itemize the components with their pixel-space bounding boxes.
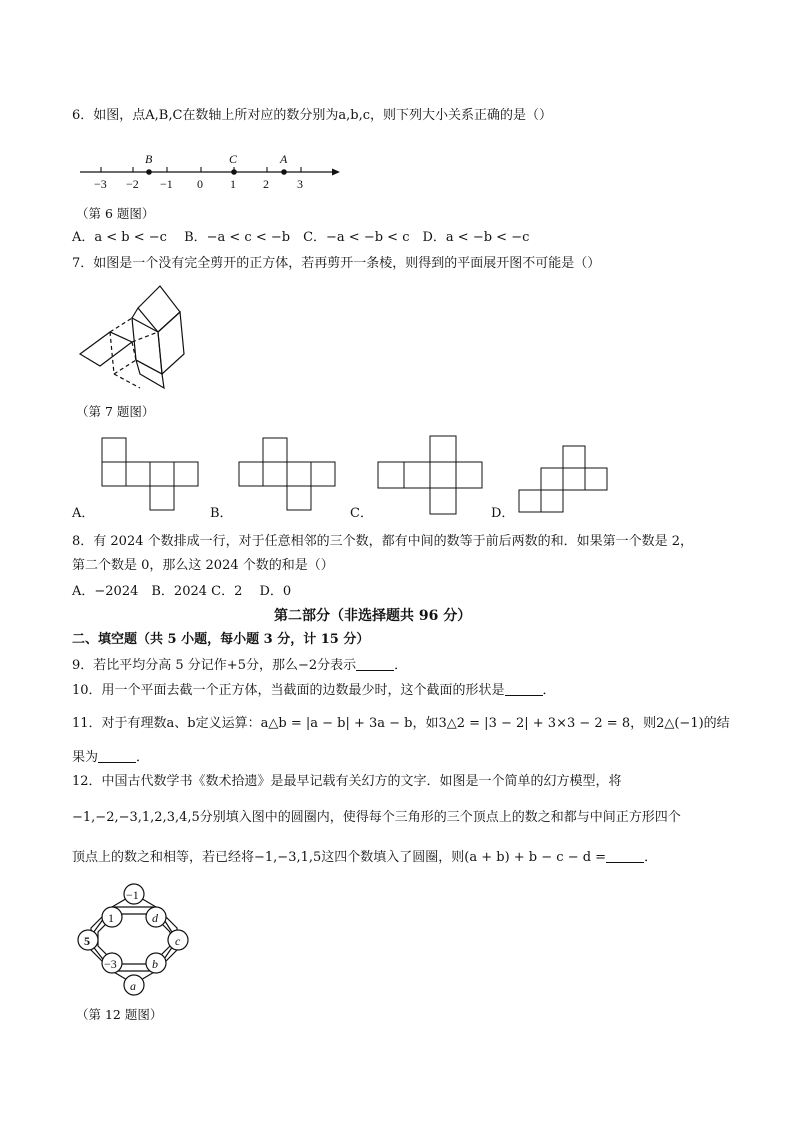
q6-stem: 6．如图，点A,B,C在数轴上所对应的数分别为a,b,c，则下列大小关系正确的是（） <box>72 108 553 123</box>
q10-text: 10．用一个平面去截一个正方体，当截面的边数最少时，这个截面的形状是 <box>72 683 505 698</box>
q6-options: A．a < b < −c B．−a < c < −b C．−a < −b < c D．a < −b < −c <box>72 230 530 245</box>
circle-label: 5 <box>84 934 90 948</box>
number-line-arrow <box>332 169 340 176</box>
option-a-label: A． <box>72 506 95 521</box>
tick-label: 0 <box>197 177 203 191</box>
point-label: C <box>229 152 238 166</box>
q11-line2 <box>72 750 149 766</box>
q9-text: 9．若比平均分高 5 分记作+5分，那么−2分表示 <box>72 658 357 673</box>
circle-label: −1 <box>126 888 139 902</box>
option-d-label: D． <box>491 506 515 521</box>
tick-label: 2 <box>263 177 269 191</box>
circle-label: −3 <box>104 957 117 971</box>
number-line-figure <box>78 150 348 192</box>
q10-end: ． <box>542 683 556 698</box>
circle-label: a <box>130 979 136 993</box>
option-c-label: C． <box>350 506 373 521</box>
option-b-label: B． <box>210 506 233 521</box>
q8-line1: 8．有 2024 个数排成一行，对于任意相邻的三个数，都有中间的数等于前后两数的和．如果第一个数是 2， <box>72 534 694 549</box>
q10-answer-blank[interactable] <box>505 683 543 696</box>
q12-answer-blank[interactable] <box>606 850 644 863</box>
left-flap <box>80 332 132 366</box>
q7-stem: 7．如图是一个没有完全剪开的正方体，若再剪开一条棱，则得到的平面展开图不可能是（） <box>72 256 601 271</box>
magic-square-figure <box>74 884 194 998</box>
cube-cut-figure <box>78 282 193 394</box>
q11-answer-blank[interactable] <box>98 750 136 763</box>
net-option-c <box>378 436 478 514</box>
point-label: B <box>145 152 153 166</box>
q12-caption: （第 12 题图） <box>76 1007 163 1022</box>
q6-caption: （第 6 题图） <box>76 206 155 221</box>
point-a <box>281 169 287 175</box>
bottom-flap <box>136 360 164 388</box>
circle-label: 1 <box>108 911 114 925</box>
circle-label: b <box>152 957 158 971</box>
section-heading: 二、填空题（共 5 小题，每小题 3 分，计 15 分） <box>72 632 370 647</box>
right-face <box>158 312 184 374</box>
q7-caption: （第 7 题图） <box>76 404 155 419</box>
q12-text: 顶点上的数之和相等，若已经将−1,−3,1,5这四个数填入了圆圈，则(a + b) + b − c − d = <box>72 850 607 865</box>
q12-end: ． <box>644 850 658 865</box>
tick-label: 1 <box>230 177 236 191</box>
net-option-d <box>519 446 611 516</box>
q8-line2: 第二个数是 0，那么这 2024 个数的和是（） <box>72 558 334 573</box>
q10 <box>72 683 556 699</box>
q12-line2: −1,−2,−3,1,2,3,4,5分别填入图中的圆圈内，使得每个三角形的三个顶点上的数之和都与中间正方形四个 <box>72 810 681 825</box>
circle-label: c <box>175 934 181 948</box>
point-b <box>146 169 152 175</box>
q11-text: 果为 <box>72 750 99 765</box>
q9-answer-blank[interactable] <box>356 658 394 671</box>
q11-end: ． <box>136 750 150 765</box>
point-label: A <box>280 152 288 166</box>
q12-line3 <box>72 850 657 866</box>
point-c <box>231 169 237 175</box>
q8-options: A．−2024 B．2024 C．2 D．0 <box>72 584 292 599</box>
q9 <box>72 658 407 674</box>
net-option-b <box>239 438 339 514</box>
tick-label: 3 <box>297 177 303 191</box>
tick-label: −1 <box>160 177 173 191</box>
tick-label: −2 <box>126 177 139 191</box>
part2-title: 第二部分（非选择题共 96 分） <box>274 608 472 624</box>
tick-label: −3 <box>94 177 107 191</box>
circle-label: d <box>152 911 158 925</box>
q11-line1: 11．对于有理数a、b定义运算：a△b = |a − b| + 3a − b，如3△2 = |3 − 2| + 3×3 − 2 = 8，则2△(−1)的结 <box>72 716 730 731</box>
net-option-a <box>102 438 202 514</box>
q12-line1: 12．中国古代数学书《数术拾遗》是最早记载有关幻方的文字．如图是一个简单的幻方模型，将 <box>72 774 622 789</box>
q9-end: ． <box>394 658 408 673</box>
